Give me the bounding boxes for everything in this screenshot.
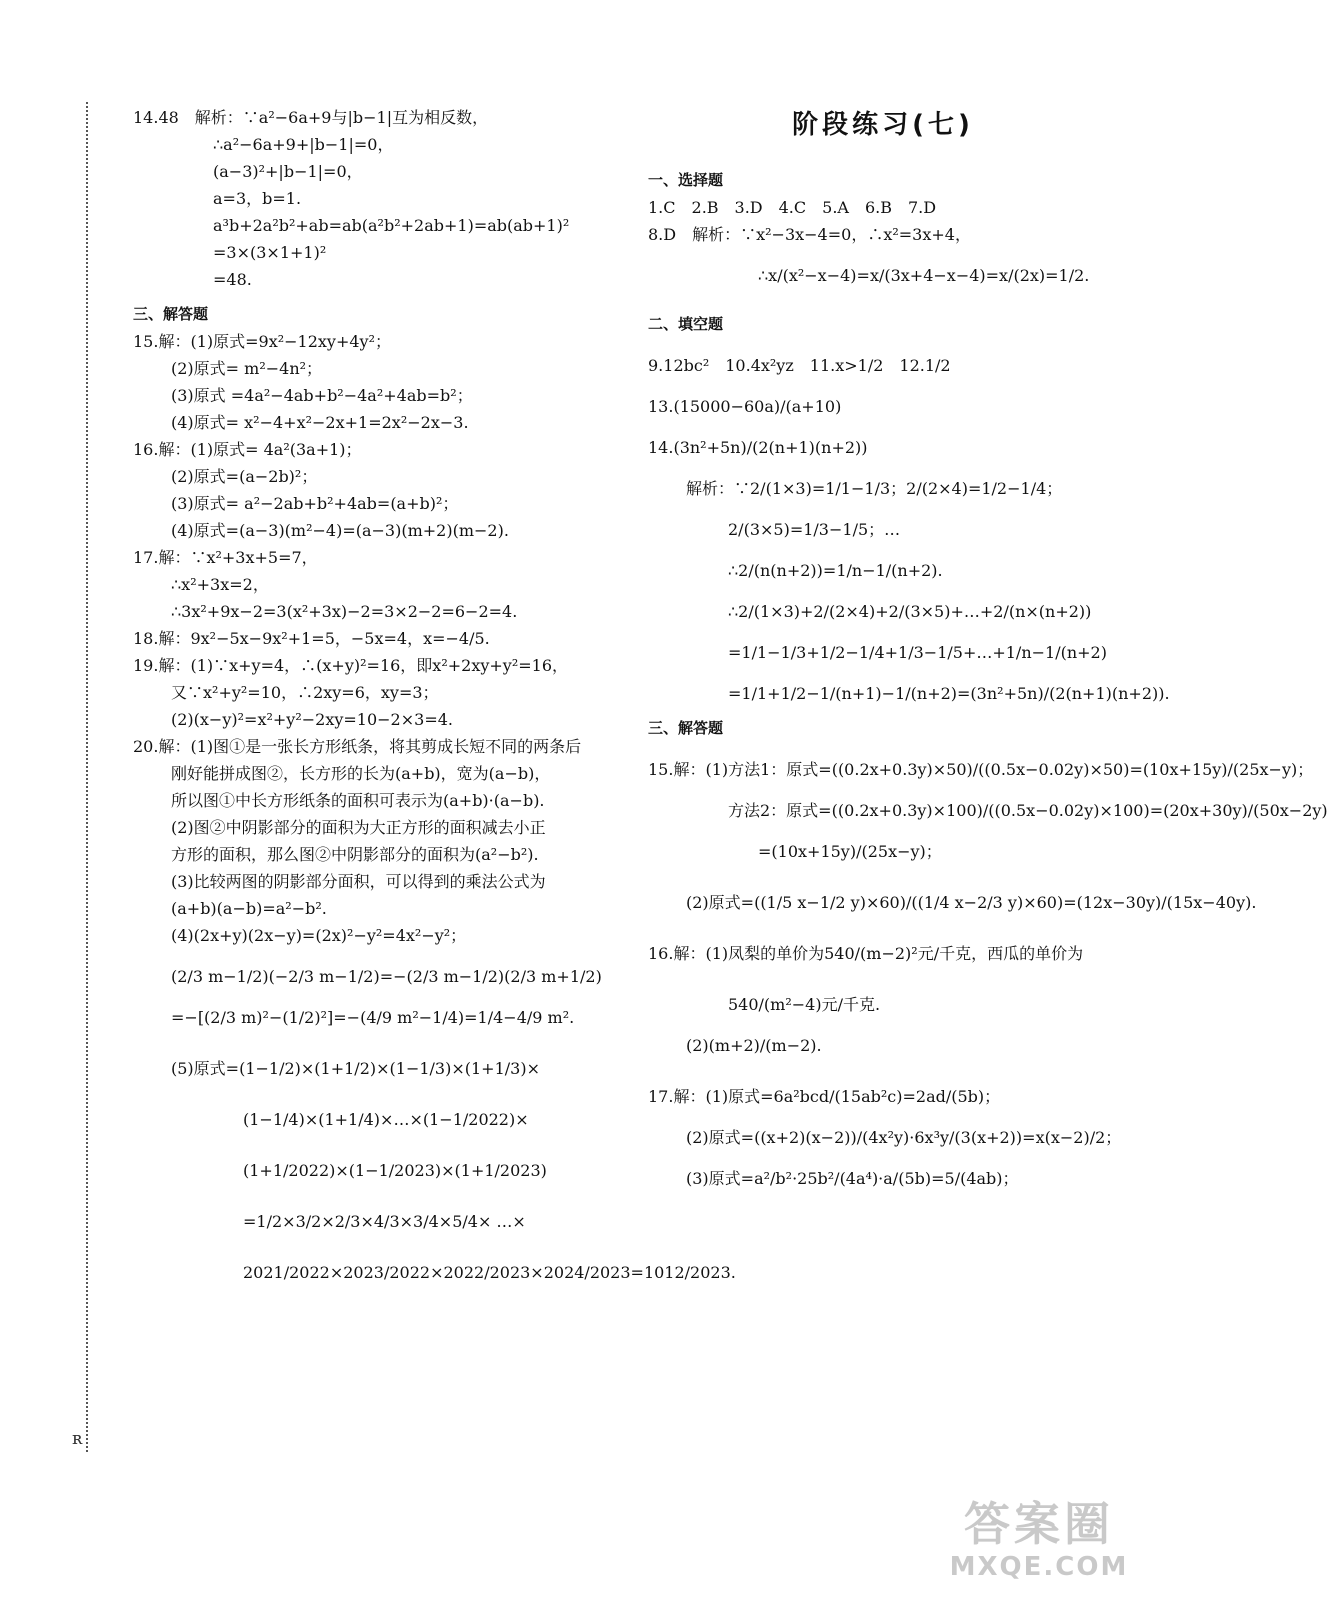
choice-answers: 1.C 2.B 3.D 4.C 5.A 6.B 7.D xyxy=(648,198,937,217)
answer-16-line: 540/(m²−4)元/千克. xyxy=(728,995,881,1014)
answer-14-analysis: ∴2/(n(n+2))=1/n−1/(n+2). xyxy=(728,561,943,580)
answer-8-line: ∴x/(x²−x−4)=x/(3x+4−x−4)=x/(2x)=1/2. xyxy=(758,266,1090,285)
answer-17-line: (3)原式=a²/b²·25b²/(4a⁴)·a/(5b)=5/(4ab)； xyxy=(686,1169,1019,1188)
answer-20-line: 所以图①中长方形纸条的面积可表示为(a+b)·(a−b). xyxy=(171,791,545,810)
watermark-url: MXQE.COM xyxy=(949,1552,1129,1582)
answer-16-line: (3)原式= a²−2ab+b²+4ab=(a+b)²； xyxy=(171,494,459,513)
answer-19-line: 又∵x²+y²=10，∴2xy=6，xy=3； xyxy=(171,683,439,702)
answer-20-line: (2/3 m−1/2)(−2/3 m−1/2)=−(2/3 m−1/2)(2/3 m+1/2) xyxy=(171,967,602,986)
site-watermark xyxy=(939,1496,1139,1594)
answer-20-line: 20.解：(1)图①是一张长方形纸条，将其剪成长短不同的两条后 xyxy=(133,737,582,756)
answer-20-line: (2)图②中阴影部分的面积为大正方形的面积减去小正 xyxy=(171,818,546,837)
answer-14-analysis: =1/1−1/3+1/2−1/4+1/3−1/5+…+1/n−1/(n+2) xyxy=(728,643,1107,662)
binding-margin-dotted-line xyxy=(86,102,88,1452)
section-heading-multiple-choice: 一、选择题 xyxy=(648,171,724,189)
margin-pencil-mark: ʀ xyxy=(72,1428,83,1449)
answer-16-line: (2)(m+2)/(m−2). xyxy=(686,1036,822,1055)
answer-17-line: ∴3x²+9x−2=3(x²+3x)−2=3×2−2=6−2=4. xyxy=(171,602,518,621)
fill-answers: 9.12bc² 10.4x²yz 11.x>1/2 12.1/2 xyxy=(648,356,951,375)
answer-20-line: (3)比较两图的阴影部分面积，可以得到的乘法公式为 xyxy=(171,872,546,891)
answer-14-line: 14.48 解析：∵a²−6a+9与|b−1|互为相反数， xyxy=(133,108,489,127)
right-column xyxy=(648,104,1328,1192)
answer-14-step: =48. xyxy=(213,270,252,289)
answer-13-line: 13.(15000−60a)/(a+10) xyxy=(648,397,842,416)
page-title: 阶段练习(七) xyxy=(792,110,974,140)
answer-20-line: =1/2×3/2×2/3×4/3×3/4×5/4× …× xyxy=(243,1212,526,1231)
section-heading-solutions: 三、解答题 xyxy=(133,305,209,323)
answer-15-line: 15.解：(1)原式=9x²−12xy+4y²； xyxy=(133,332,392,351)
answer-15-line: (3)原式 =4a²−4ab+b²−4a²+4ab=b²； xyxy=(171,386,473,405)
answer-20-line: (a+b)(a−b)=a²−b². xyxy=(171,899,327,918)
watermark-logo-text: 答案圈 xyxy=(964,1497,1114,1551)
section-heading-fill-blank: 二、填空题 xyxy=(648,315,724,333)
answer-14-step: =3×(3×1+1)² xyxy=(213,243,327,262)
answer-8-line: 8.D 解析：∵x²−3x−4=0，∴x²=3x+4， xyxy=(648,225,971,244)
answer-14-line: 14.(3n²+5n)/(2(n+1)(n+2)) xyxy=(648,438,868,457)
answer-14-step: a³b+2a²b²+ab=ab(a²b²+2ab+1)=ab(ab+1)² xyxy=(213,216,570,235)
answer-16-line: 16.解：(1)原式= 4a²(3a+1)； xyxy=(133,440,362,459)
answer-19-line: 19.解：(1)∵x+y=4，∴(x+y)²=16，即x²+2xy+y²=16， xyxy=(133,656,569,675)
answer-15-line: 方法2：原式=((0.2x+0.3y)×100)/((0.5x−0.02y)×100)=(20x+30y)/(50x−2y) xyxy=(728,801,1328,820)
answer-16-line: (2)原式=(a−2b)²； xyxy=(171,467,318,486)
answer-15-line: =(10x+15y)/(25x−y)； xyxy=(758,842,942,861)
section-heading-solutions: 三、解答题 xyxy=(648,719,724,737)
answer-14-step: (a−3)²+|b−1|=0， xyxy=(213,162,363,181)
answer-20-line: (1+1/2022)×(1−1/2023)×(1+1/2023) xyxy=(243,1161,547,1180)
answer-14-analysis: ∴2/(1×3)+2/(2×4)+2/(3×5)+…+2/(n×(n+2)) xyxy=(728,602,1092,621)
answer-17-line: 17.解：(1)原式=6a²bcd/(15ab²c)=2ad/(5b)； xyxy=(648,1087,1001,1106)
answer-15-line: (2)原式= m²−4n²； xyxy=(171,359,323,378)
answer-20-line: 方形的面积，那么图②中阴影部分的面积为(a²−b²). xyxy=(171,845,539,864)
answer-14-step: ∴a²−6a+9+|b−1|=0， xyxy=(213,135,394,154)
answer-19-line: (2)(x−y)²=x²+y²−2xy=10−2×3=4. xyxy=(171,710,453,729)
answer-16-line: (4)原式=(a−3)(m²−4)=(a−3)(m+2)(m−2). xyxy=(171,521,509,540)
answer-20-line: (5)原式=(1−1/2)×(1+1/2)×(1−1/3)×(1+1/3)× xyxy=(171,1059,540,1078)
answer-16-line: 16.解：(1)凤梨的单价为540/(m−2)²元/千克，西瓜的单价为 xyxy=(648,944,1084,963)
answer-15-line: (4)原式= x²−4+x²−2x+1=2x²−2x−3. xyxy=(171,413,469,432)
answer-20-line: 2021/2022×2023/2022×2022/2023×2024/2023=1012/2023. xyxy=(243,1263,736,1282)
answer-14-step: a=3，b=1. xyxy=(213,189,302,208)
answer-15-line: (2)原式=((1/5 x−1/2 y)×60)/((1/4 x−2/3 y)×60)=(12x−30y)/(15x−40y). xyxy=(686,893,1257,912)
answer-17-line: 17.解：∵x²+3x+5=7， xyxy=(133,548,318,567)
answer-14-analysis: =1/1+1/2−1/(n+1)−1/(n+2)=(3n²+5n)/(2(n+1)(n+2)). xyxy=(728,684,1170,703)
answer-20-line: =−[(2/3 m)²−(1/2)²]=−(4/9 m²−1/4)=1/4−4/9 m². xyxy=(171,1008,575,1027)
answer-17-line: (2)原式=((x+2)(x−2))/(4x²y)·6x³y/(3(x+2))=x(x−2)/2； xyxy=(686,1128,1122,1147)
answer-15-line: 15.解：(1)方法1：原式=((0.2x+0.3y)×50)/((0.5x−0.02y)×50)=(10x+15y)/(25x−y)； xyxy=(648,760,1314,779)
answer-14-analysis: 2/(3×5)=1/3−1/5；… xyxy=(728,520,901,539)
answer-18-line: 18.解：9x²−5x−9x²+1=5，−5x=4，x=−4/5. xyxy=(133,629,490,648)
answer-20-line: (1−1/4)×(1+1/4)×…×(1−1/2022)× xyxy=(243,1110,529,1129)
answer-17-line: ∴x²+3x=2， xyxy=(171,575,269,594)
answer-20-line: (4)(2x+y)(2x−y)=(2x)²−y²=4x²−y²； xyxy=(171,926,467,945)
answer-20-line: 刚好能拼成图②，长方形的长为(a+b)，宽为(a−b)， xyxy=(171,764,551,783)
answer-14-analysis: 解析：∵2/(1×3)=1/1−1/3；2/(2×4)=1/2−1/4； xyxy=(686,479,1063,498)
